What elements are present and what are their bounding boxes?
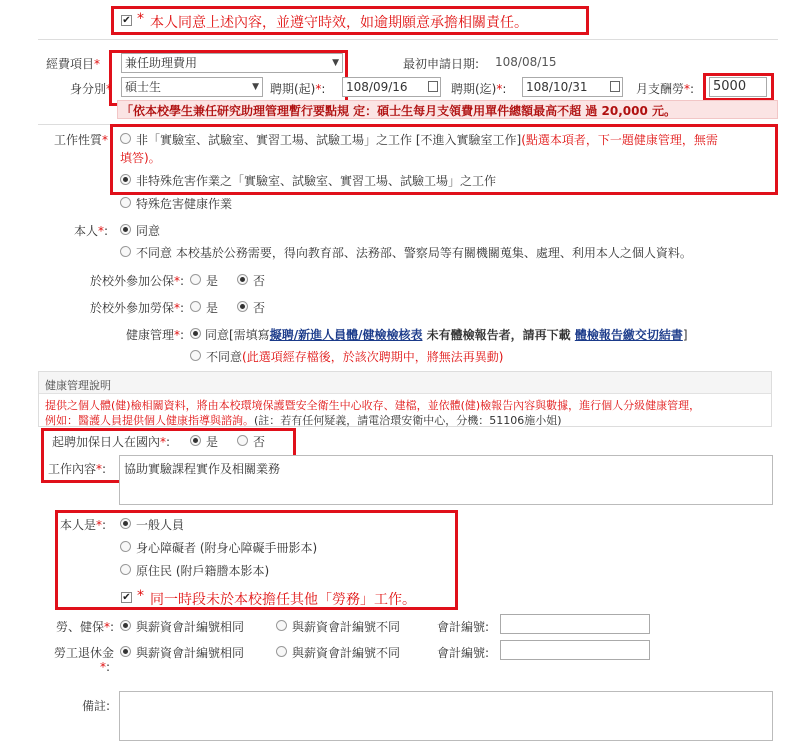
domestic-no-radio[interactable] (237, 435, 248, 446)
health-affidavit-link[interactable]: 體檢報告繳交切結書 (574, 328, 683, 342)
consent-disagree-radio[interactable] (120, 246, 131, 257)
notice-text: 「依本校學生兼任研究助理管理暫行要點規 定：碩士生每月支領費用單件總額最高不超 過 20,000 元。 (121, 104, 677, 118)
identity-select[interactable] (121, 77, 263, 97)
identity-value: 碩士生 (125, 80, 162, 94)
monthly-pay-label: 月支酬勞*: (636, 82, 695, 96)
outside-labor-no-radio[interactable] (237, 301, 248, 312)
work-nature-radio-1[interactable] (120, 133, 131, 144)
identity-label: 身分別* (69, 82, 112, 96)
work-nature-opt3: 特殊危害健康作業 (136, 197, 233, 211)
work-nature-label: 工作性質* (53, 133, 108, 147)
person-type-opt1: 一般人員 (136, 518, 185, 532)
labor-health-diff-radio[interactable] (276, 620, 287, 631)
pension-same-radio[interactable] (120, 646, 131, 657)
work-nature-opt2: 非特殊危害作業之「實驗室、試驗室、實習工場、試驗工場」之工作 (136, 174, 497, 188)
labor-health-label: 勞、健保*: (55, 620, 114, 634)
divider (38, 39, 778, 40)
hire-end-value: 108/10/31 (526, 80, 588, 94)
pension-acct-label: 會計編號: (437, 646, 490, 660)
hire-end-label: 聘期(迄)*: (451, 82, 507, 96)
outside-public-label: 於校外參加公保*: (89, 274, 184, 288)
remark-label: 備註: (81, 699, 110, 713)
agree-star: * (137, 11, 144, 27)
pension-same: 與薪資會計編號相同 (136, 646, 245, 660)
work-nature-radio-2[interactable] (120, 174, 131, 185)
agree-text: 本人同意上述內容，並遵守時效，如逾期願意承擔相關責任。 (150, 15, 528, 31)
pension-label: 勞工退休金 (53, 646, 114, 660)
no-other-job-text: 同一時段未於本校擔任其他「勞務」工作。 (150, 592, 416, 608)
health-agree: 同意[需填寫擬聘/新進人員體/健檢檢核表 未有體檢報告者，請再下載 體檢報告繳交切結書] (205, 328, 688, 342)
health-disagree: 不同意(此選項經存檔後，於該次聘期中，將無法再異動) (206, 350, 504, 364)
calendar-icon[interactable] (428, 81, 438, 92)
work-nature-opt1-cont: 填答)。 (120, 151, 161, 165)
hire-start-value: 108/09/16 (346, 80, 408, 94)
health-disagree-radio[interactable] (190, 350, 201, 361)
hire-start-input[interactable] (342, 77, 441, 97)
person-type-opt3: 原住民 (附戶籍謄本影本) (136, 564, 270, 578)
health-note-header (39, 372, 771, 394)
health-form-link[interactable]: 擬聘/新進人員體/健檢檢核表 (269, 328, 423, 342)
fee-item-select[interactable] (121, 53, 343, 73)
first-apply-value: 108/08/15 (495, 55, 557, 69)
work-content-label: 工作內容*: (48, 462, 107, 476)
health-note-title: 健康管理說明 (45, 379, 111, 392)
person-type-label: 本人是*: (60, 518, 107, 532)
outside-labor-yes: 是 (206, 301, 219, 315)
labor-health-acct-label: 會計編號: (437, 620, 490, 634)
labor-health-same-radio[interactable] (120, 620, 131, 631)
consent-disagree: 不同意 本校基於公務需要，得向教育部、法務部、警察局等有關機關蒐集、處理、利用本人之個人資料。 (136, 246, 692, 260)
no-other-job-star: * (137, 588, 144, 604)
work-content-value: 協助實驗課程實作及相關業務 (124, 462, 281, 476)
outside-public-yes-radio[interactable] (190, 274, 201, 285)
remark-textarea[interactable] (119, 691, 773, 741)
pension-label-star: *: (100, 660, 111, 674)
pension-diff-radio[interactable] (276, 646, 287, 657)
outside-labor-no: 否 (253, 301, 266, 315)
monthly-pay-value: 5000 (713, 79, 747, 94)
monthly-pay-input[interactable] (709, 77, 767, 97)
outside-labor-label: 於校外參加勞保*: (89, 301, 184, 315)
domestic-yes: 是 (206, 435, 219, 449)
first-apply-label: 最初申請日期: (403, 57, 480, 71)
chevron-down-icon: ▼ (252, 82, 259, 92)
health-agree-radio[interactable] (190, 328, 201, 339)
consent-agree: 同意 (136, 224, 161, 238)
work-nature-opt1: 非「實驗室、試驗室、實習工場、試驗工場」之工作 [不進入實驗室工作](點選本項者，下一題健康管理，無需 (136, 133, 718, 147)
health-note-line2: 例如：醫護人員提供個人健康指導與諮詢。(註：若有任何疑義，請電洽環安衛中心，分機：51106施小姐) (45, 414, 562, 427)
domestic-no: 否 (253, 435, 266, 449)
person-type-radio-2[interactable] (120, 541, 131, 552)
health-label: 健康管理*: (125, 328, 184, 342)
domestic-label: 起聘加保日人在國內*: (52, 435, 171, 449)
calendar-icon[interactable] (610, 81, 620, 92)
hire-start-label: 聘期(起)*: (270, 82, 326, 96)
person-type-radio-3[interactable] (120, 564, 131, 575)
fee-item-value: 兼任助理費用 (125, 56, 198, 70)
labor-health-same: 與薪資會計編號相同 (136, 620, 245, 634)
pension-acct-input[interactable] (500, 640, 650, 660)
agree-checkbox[interactable]: ✔ (122, 15, 131, 26)
outside-public-no: 否 (253, 274, 266, 288)
consent-agree-radio[interactable] (120, 224, 131, 235)
health-note-line1: 提供之個人體(健)檢相關資料，將由本校環境保護暨安全衛生中心收存、建檔，並依體(健)檢報告內容與數據，進行個人分級健康管理， (45, 399, 701, 412)
chevron-down-icon: ▼ (332, 58, 339, 68)
no-other-job-checkbox[interactable]: ✔ (122, 592, 131, 603)
labor-health-diff: 與薪資會計編號不同 (292, 620, 401, 634)
hire-end-input[interactable] (522, 77, 623, 97)
consent-label: 本人*: (73, 224, 108, 238)
person-type-radio-1[interactable] (120, 518, 131, 529)
domestic-yes-radio[interactable] (190, 435, 201, 446)
pension-diff: 與薪資會計編號不同 (292, 646, 401, 660)
labor-health-acct-input[interactable] (500, 614, 650, 634)
work-nature-radio-3[interactable] (120, 197, 131, 208)
outside-labor-yes-radio[interactable] (190, 301, 201, 312)
fee-item-label: 經費項目* (45, 57, 100, 71)
person-type-opt2: 身心障礙者 (附身心障礙手冊影本) (136, 541, 318, 555)
outside-public-no-radio[interactable] (237, 274, 248, 285)
outside-public-yes: 是 (206, 274, 219, 288)
